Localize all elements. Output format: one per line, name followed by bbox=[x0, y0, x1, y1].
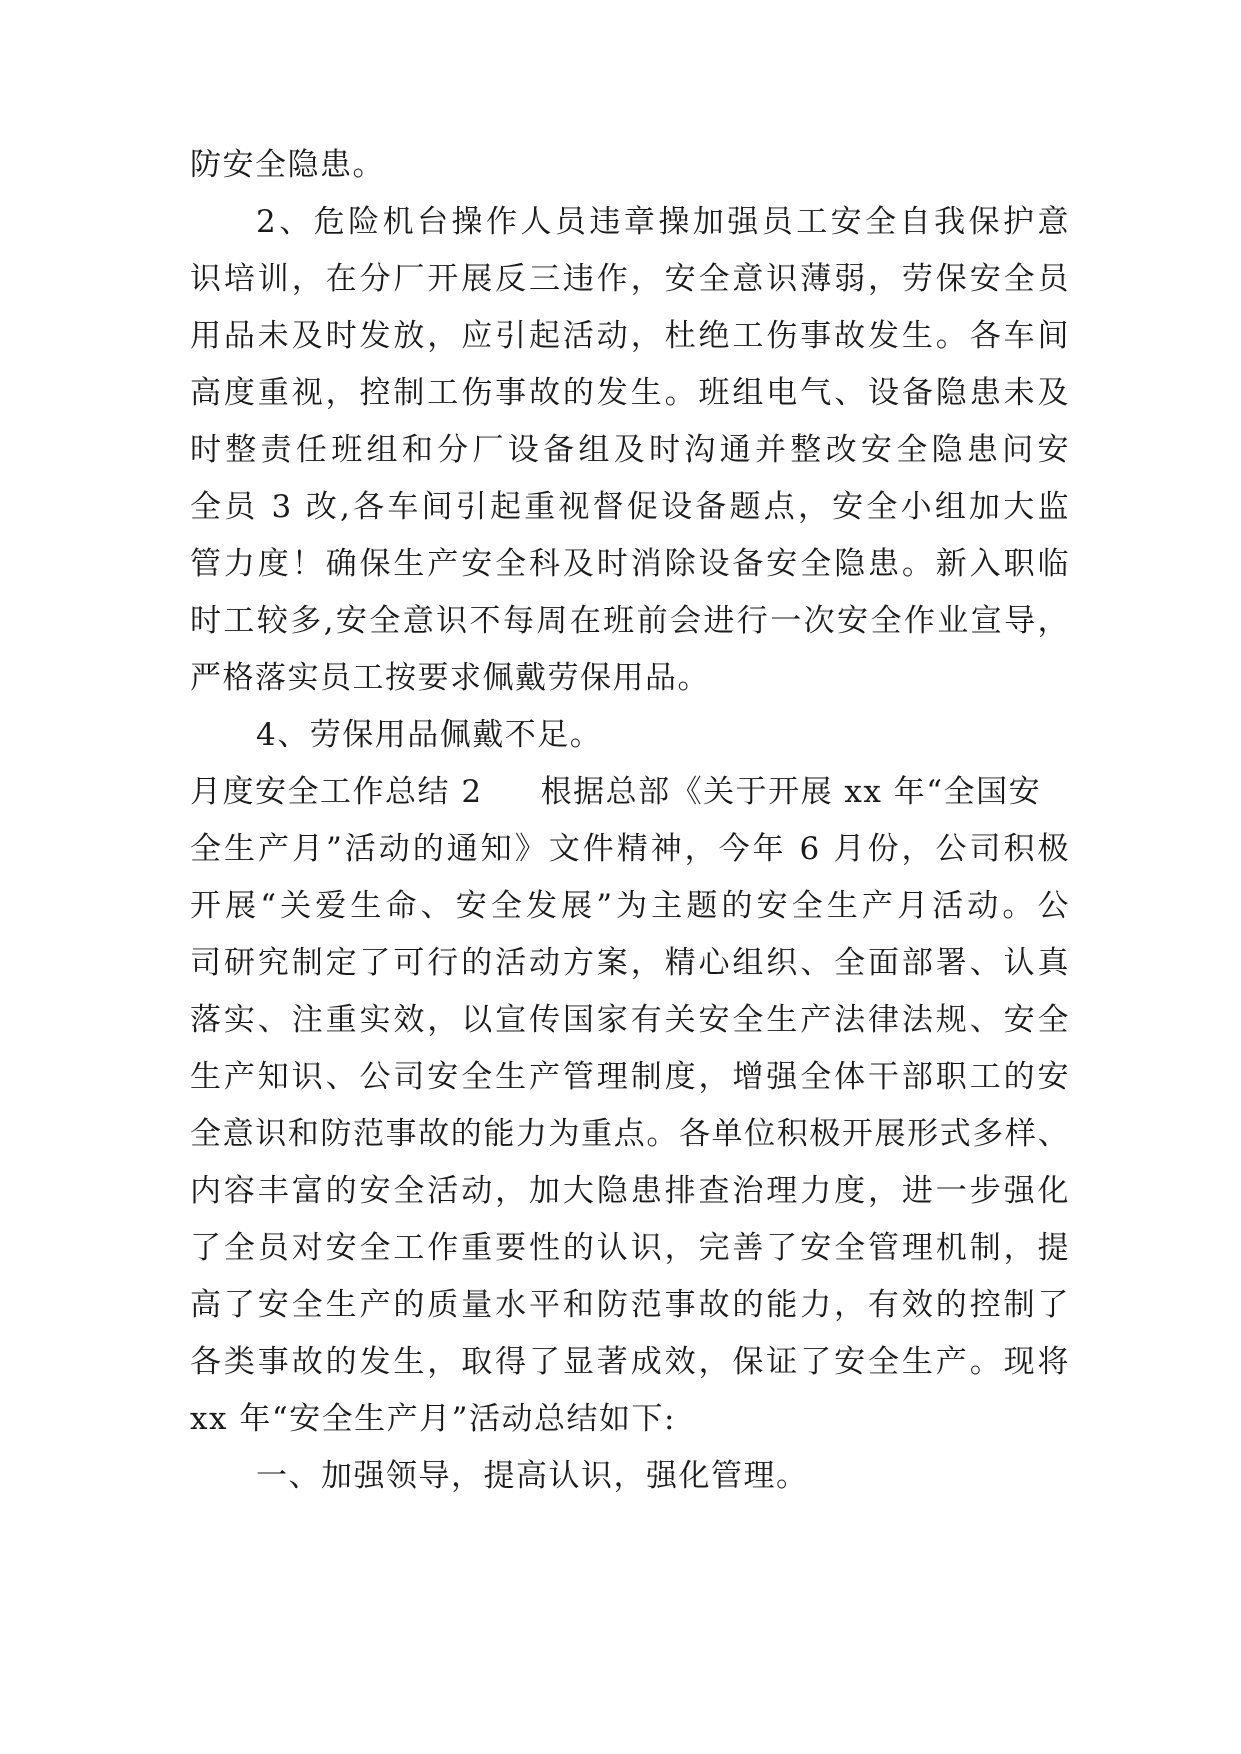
list-item: 4、劳保用品佩戴不足。 bbox=[256, 717, 603, 753]
paragraph-line: 高度重视，控制工伤事故的发生。班组电气、设备隐患未及 bbox=[190, 375, 1070, 411]
paragraph-line: 全员 3 改,各车间引起重视督促设备题点，安全小组加大监 bbox=[190, 489, 1070, 525]
section-title: 月度安全工作总结 2 bbox=[190, 774, 483, 810]
subheading: 一、加强领导，提高认识，强化管理。 bbox=[256, 1458, 809, 1494]
paragraph-line: 了全员对安全工作重要性的认识，完善了安全管理机制，提 bbox=[190, 1230, 1070, 1266]
paragraph-line: 内容丰富的安全活动，加大隐患排查治理力度，进一步强化 bbox=[190, 1173, 1070, 1209]
paragraph-line: 生产知识、公司安全生产管理制度，增强全体干部职工的安 bbox=[190, 1059, 1070, 1095]
paragraph-line: 用品未及时发放，应引起活动，杜绝工伤事故发生。各车间 bbox=[190, 318, 1070, 354]
paragraph-line: 时工较多,安全意识不每周在班前会进行一次安全作业宣导， bbox=[190, 603, 1070, 639]
paragraph-line: 司研究制定了可行的活动方案，精心组织、全面部署、认真 bbox=[190, 945, 1070, 981]
paragraph-line: 高了安全生产的质量水平和防范事故的能力，有效的控制了 bbox=[190, 1287, 1070, 1323]
paragraph-line: 全意识和防范事故的能力为重点。各单位积极开展形式多样、 bbox=[190, 1116, 1070, 1152]
paragraph-line: 2、危险机台操作人员违章操加强员工安全自我保护意 bbox=[256, 204, 1070, 240]
paragraph-line: 根据总部《关于开展 xx 年“全国安 bbox=[540, 774, 1042, 810]
paragraph-line: 全生产月”活动的通知》文件精神，今年 6 月份，公司积极 bbox=[190, 831, 1070, 867]
paragraph-line: 严格落实员工按要求佩戴劳保用品。 bbox=[190, 660, 710, 696]
paragraph-line: 时整责任班组和分厂设备组及时沟通并整改安全隐患问安 bbox=[190, 432, 1070, 468]
section-title-row bbox=[190, 763, 1070, 821]
paragraph-line: 识培训，在分厂开展反三违作，安全意识薄弱，劳保安全员 bbox=[190, 261, 1070, 297]
paragraph-line: 各类事故的发生，取得了显著成效，保证了安全生产。现将 bbox=[190, 1344, 1070, 1380]
paragraph-line: 防安全隐患。 bbox=[190, 147, 385, 183]
paragraph-line: 开展“关爱生命、安全发展”为主题的安全生产月活动。公 bbox=[190, 888, 1070, 924]
paragraph-line: xx 年“安全生产月”活动总结如下: bbox=[190, 1401, 676, 1437]
paragraph-line: 落实、注重实效，以宣传国家有关安全生产法律法规、安全 bbox=[190, 1002, 1070, 1038]
paragraph-line: 管力度！确保生产安全科及时消除设备安全隐患。新入职临 bbox=[190, 546, 1070, 582]
